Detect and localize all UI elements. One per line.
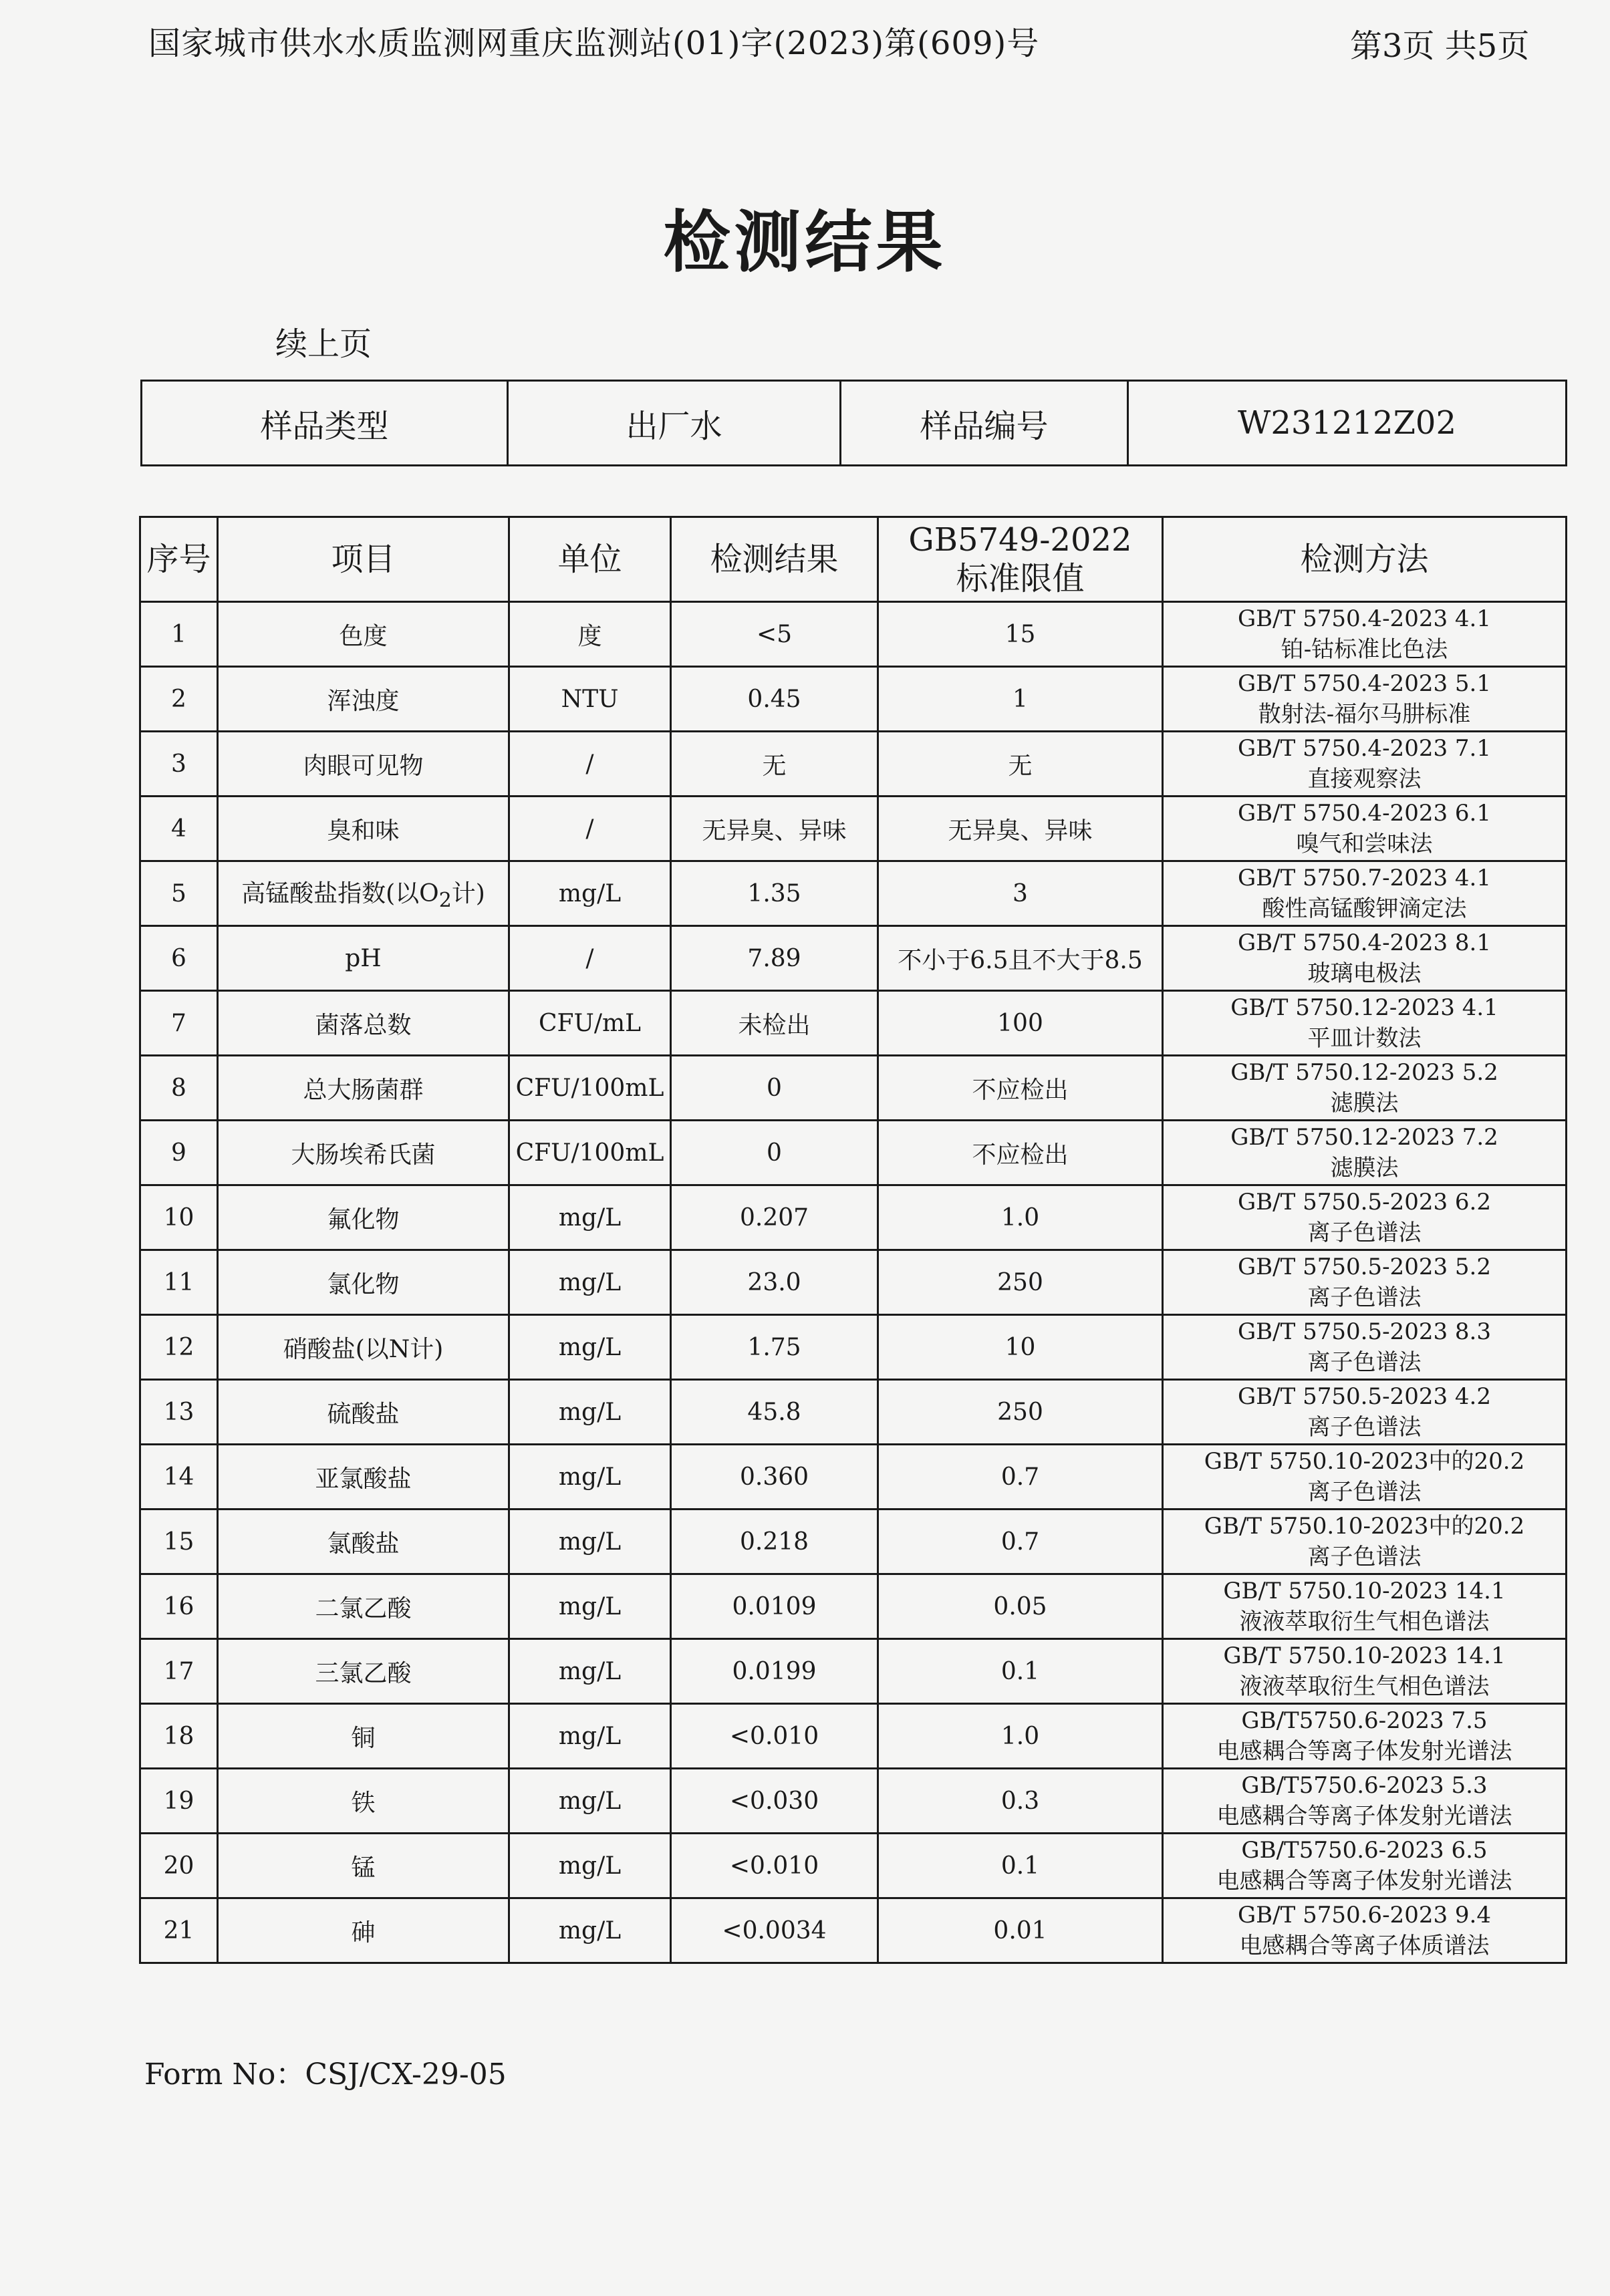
row-number: 7 — [140, 991, 218, 1056]
row-item: 硝酸盐(以N计) — [218, 1315, 509, 1380]
sample-type-label: 样品类型 — [142, 381, 508, 466]
row-method-standard: GB/T 5750.10-2023 14.1 — [1223, 1642, 1506, 1669]
row-method-standard: GB/T 5750.7-2023 4.1 — [1238, 865, 1491, 891]
row-limit: 0.7 — [878, 1510, 1163, 1574]
row-method — [1163, 1639, 1567, 1704]
row-method-standard: GB/T 5750.4-2023 8.1 — [1238, 929, 1491, 956]
row-method — [1163, 1250, 1567, 1315]
row-result: <5 — [671, 602, 878, 667]
row-method-name: 散射法-福尔马肼标准 — [1258, 701, 1471, 728]
row-limit: 不应检出 — [878, 1056, 1163, 1121]
row-method-standard: GB/T 5750.5-2023 8.3 — [1238, 1318, 1491, 1345]
col-header-item: 项目 — [218, 517, 509, 602]
table-row — [140, 1185, 1567, 1250]
row-method-name: 离子色谱法 — [1307, 1349, 1422, 1376]
row-method-standard: GB/T 5750.12-2023 4.1 — [1230, 994, 1498, 1021]
col-header-limit-label: 标准限值 — [956, 560, 1085, 597]
row-number: 14 — [140, 1445, 218, 1510]
row-item: 氯酸盐 — [218, 1510, 509, 1574]
row-method — [1163, 1056, 1567, 1121]
row-method-name: 离子色谱法 — [1307, 1414, 1422, 1441]
row-result: 23.0 — [671, 1250, 878, 1315]
row-method — [1163, 1574, 1567, 1639]
col-header-unit: 单位 — [509, 517, 671, 602]
row-limit: 15 — [878, 602, 1163, 667]
row-method-standard: GB/T 5750.4-2023 4.1 — [1238, 605, 1491, 632]
row-number: 4 — [140, 797, 218, 861]
row-unit: / — [509, 926, 671, 991]
row-number: 21 — [140, 1898, 218, 1963]
row-item: 锰 — [218, 1834, 509, 1898]
row-limit: 10 — [878, 1315, 1163, 1380]
row-method-name: 铂-钴标准比色法 — [1281, 636, 1448, 663]
row-number: 17 — [140, 1639, 218, 1704]
row-method-standard: GB/T 5750.10-2023中的20.2 — [1204, 1513, 1525, 1540]
row-method — [1163, 667, 1567, 732]
row-method-name: 酸性高锰酸钾滴定法 — [1262, 895, 1467, 922]
row-result: <0.0034 — [671, 1898, 878, 1963]
row-result: 0.360 — [671, 1445, 878, 1510]
row-method-standard: GB/T 5750.10-2023中的20.2 — [1204, 1448, 1525, 1475]
table-row — [140, 926, 1567, 991]
table-row — [140, 1056, 1567, 1121]
row-method — [1163, 602, 1567, 667]
row-method-name: 滤膜法 — [1330, 1155, 1399, 1181]
row-unit: CFU/100mL — [509, 1056, 671, 1121]
row-result: 0 — [671, 1056, 878, 1121]
sample-id-label: 样品编号 — [841, 381, 1128, 466]
row-unit: mg/L — [509, 1574, 671, 1639]
row-method-name: 嗅气和尝味法 — [1296, 831, 1433, 857]
row-unit: mg/L — [509, 1639, 671, 1704]
row-limit: 250 — [878, 1380, 1163, 1445]
row-method-name: 直接观察法 — [1307, 766, 1422, 793]
row-unit: mg/L — [509, 1834, 671, 1898]
results-table — [139, 516, 1567, 1964]
row-unit: mg/L — [509, 1250, 671, 1315]
row-method-standard: GB/T 5750.5-2023 6.2 — [1238, 1189, 1491, 1215]
row-method-standard: GB/T5750.6-2023 7.5 — [1241, 1707, 1488, 1734]
row-number: 16 — [140, 1574, 218, 1639]
row-method-standard: GB/T 5750.12-2023 7.2 — [1230, 1124, 1498, 1151]
row-method-name: 滤膜法 — [1330, 1090, 1399, 1117]
sample-info-row — [142, 381, 1567, 466]
row-method — [1163, 861, 1567, 926]
row-unit: mg/L — [509, 1380, 671, 1445]
row-item: 肉眼可见物 — [218, 732, 509, 797]
row-item-suffix: 计) — [451, 879, 485, 907]
row-result: <0.010 — [671, 1834, 878, 1898]
row-unit: mg/L — [509, 1704, 671, 1769]
row-method-standard: GB/T5750.6-2023 6.5 — [1241, 1837, 1488, 1864]
row-unit: mg/L — [509, 1898, 671, 1963]
row-unit: mg/L — [509, 1185, 671, 1250]
row-limit: 250 — [878, 1250, 1163, 1315]
row-unit: 度 — [509, 602, 671, 667]
row-item-subscript: 2 — [438, 889, 452, 913]
sample-id-value: W231212Z02 — [1128, 381, 1567, 466]
row-limit: 无异臭、异味 — [878, 797, 1163, 861]
row-number: 20 — [140, 1834, 218, 1898]
row-unit: mg/L — [509, 1315, 671, 1380]
row-item: pH — [218, 926, 509, 991]
table-row — [140, 732, 1567, 797]
row-method-name: 液液萃取衍生气相色谱法 — [1239, 1608, 1490, 1635]
row-method-standard: GB/T 5750.6-2023 9.4 — [1238, 1902, 1491, 1928]
row-method-name: 电感耦合等离子体发射光谱法 — [1216, 1803, 1512, 1830]
row-method — [1163, 991, 1567, 1056]
table-row — [140, 861, 1567, 926]
row-result: 未检出 — [671, 991, 878, 1056]
page-title: 检测结果 — [663, 202, 947, 281]
row-method-standard: GB/T 5750.5-2023 5.2 — [1238, 1254, 1491, 1280]
row-limit: 3 — [878, 861, 1163, 926]
row-number: 2 — [140, 667, 218, 732]
page-indicator: 第3页 共5页 — [1350, 27, 1530, 65]
row-method-name: 离子色谱法 — [1307, 1544, 1422, 1570]
row-limit: 1.0 — [878, 1704, 1163, 1769]
row-item: 二氯乙酸 — [218, 1574, 509, 1639]
results-header-row — [140, 517, 1567, 602]
row-limit: 0.1 — [878, 1639, 1163, 1704]
row-unit: mg/L — [509, 861, 671, 926]
row-method-name: 液液萃取衍生气相色谱法 — [1239, 1673, 1490, 1700]
table-row — [140, 602, 1567, 667]
table-row — [140, 1834, 1567, 1898]
row-item: 三氯乙酸 — [218, 1639, 509, 1704]
row-result: 无异臭、异味 — [671, 797, 878, 861]
row-method-standard: GB/T 5750.4-2023 6.1 — [1238, 800, 1491, 827]
row-method — [1163, 1445, 1567, 1510]
row-item: 色度 — [218, 602, 509, 667]
row-number: 5 — [140, 861, 218, 926]
row-number: 10 — [140, 1185, 218, 1250]
row-unit: NTU — [509, 667, 671, 732]
row-method-name: 电感耦合等离子体发射光谱法 — [1216, 1868, 1512, 1894]
row-unit: / — [509, 797, 671, 861]
col-header-method: 检测方法 — [1163, 517, 1567, 602]
row-method-standard: GB/T 5750.5-2023 4.2 — [1238, 1383, 1491, 1410]
row-method-name: 离子色谱法 — [1307, 1479, 1422, 1505]
row-method — [1163, 1185, 1567, 1250]
row-number: 11 — [140, 1250, 218, 1315]
table-row — [140, 1121, 1567, 1185]
row-limit: 0.01 — [878, 1898, 1163, 1963]
row-method — [1163, 1315, 1567, 1380]
row-method — [1163, 1834, 1567, 1898]
row-item: 铜 — [218, 1704, 509, 1769]
table-row — [140, 1510, 1567, 1574]
row-result: <0.030 — [671, 1769, 878, 1834]
table-row — [140, 797, 1567, 861]
row-number: 12 — [140, 1315, 218, 1380]
row-unit: mg/L — [509, 1769, 671, 1834]
row-limit: 0.05 — [878, 1574, 1163, 1639]
row-unit: CFU/100mL — [509, 1121, 671, 1185]
row-item: 臭和味 — [218, 797, 509, 861]
row-limit: 0.3 — [878, 1769, 1163, 1834]
table-row — [140, 1898, 1567, 1963]
row-item: 氟化物 — [218, 1185, 509, 1250]
row-number: 15 — [140, 1510, 218, 1574]
row-method — [1163, 926, 1567, 991]
row-number: 8 — [140, 1056, 218, 1121]
row-method-name: 平皿计数法 — [1307, 1025, 1422, 1052]
row-number: 9 — [140, 1121, 218, 1185]
table-row — [140, 1639, 1567, 1704]
table-row — [140, 1574, 1567, 1639]
row-number: 3 — [140, 732, 218, 797]
row-result: 无 — [671, 732, 878, 797]
table-row — [140, 991, 1567, 1056]
row-limit: 1 — [878, 667, 1163, 732]
row-result: 0.0109 — [671, 1574, 878, 1639]
row-number: 18 — [140, 1704, 218, 1769]
row-result: 0.45 — [671, 667, 878, 732]
row-unit: mg/L — [509, 1510, 671, 1574]
row-result: 45.8 — [671, 1380, 878, 1445]
row-method — [1163, 1769, 1567, 1834]
row-method-name: 电感耦合等离子体发射光谱法 — [1216, 1738, 1512, 1765]
continued-note: 续上页 — [275, 325, 372, 363]
form-number: Form No：CSJ/CX-29-05 — [144, 2057, 507, 2092]
table-row — [140, 1250, 1567, 1315]
row-number: 13 — [140, 1380, 218, 1445]
row-method-name: 电感耦合等离子体质谱法 — [1239, 1932, 1490, 1959]
row-result: 0.207 — [671, 1185, 878, 1250]
row-method — [1163, 1380, 1567, 1445]
row-item — [218, 861, 509, 926]
row-limit: 不小于6.5且不大于8.5 — [878, 926, 1163, 991]
row-limit: 无 — [878, 732, 1163, 797]
row-unit: mg/L — [509, 1445, 671, 1510]
col-header-no: 序号 — [140, 517, 218, 602]
col-header-limit — [878, 517, 1163, 602]
col-header-result: 检测结果 — [671, 517, 878, 602]
row-item: 铁 — [218, 1769, 509, 1834]
table-row — [140, 1704, 1567, 1769]
row-item: 砷 — [218, 1898, 509, 1963]
row-number: 6 — [140, 926, 218, 991]
row-unit: CFU/mL — [509, 991, 671, 1056]
sample-type-value: 出厂水 — [508, 381, 841, 466]
row-result: 7.89 — [671, 926, 878, 991]
row-method-name: 离子色谱法 — [1307, 1219, 1422, 1246]
row-limit: 0.7 — [878, 1445, 1163, 1510]
table-row — [140, 1315, 1567, 1380]
row-item: 氯化物 — [218, 1250, 509, 1315]
table-row — [140, 1445, 1567, 1510]
sample-info-table — [140, 380, 1567, 466]
col-header-limit-standard: GB5749-2022 — [908, 521, 1132, 559]
row-method — [1163, 797, 1567, 861]
row-number: 19 — [140, 1769, 218, 1834]
row-limit: 1.0 — [878, 1185, 1163, 1250]
row-number: 1 — [140, 602, 218, 667]
report-number: 国家城市供水水质监测网重庆监测站(01)字(2023)第(609)号 — [148, 25, 1040, 62]
row-unit: / — [509, 732, 671, 797]
row-method — [1163, 1898, 1567, 1963]
row-item: 硫酸盐 — [218, 1380, 509, 1445]
row-limit: 不应检出 — [878, 1121, 1163, 1185]
row-item: 总大肠菌群 — [218, 1056, 509, 1121]
row-method — [1163, 1704, 1567, 1769]
row-method-standard: GB/T5750.6-2023 5.3 — [1241, 1772, 1488, 1799]
row-item: 浑浊度 — [218, 667, 509, 732]
row-item: 菌落总数 — [218, 991, 509, 1056]
row-method-standard: GB/T 5750.4-2023 7.1 — [1238, 735, 1491, 762]
table-row — [140, 1380, 1567, 1445]
row-limit: 0.1 — [878, 1834, 1163, 1898]
row-item-text: 高锰酸盐指数(以O — [241, 879, 439, 907]
table-row — [140, 667, 1567, 732]
row-method — [1163, 1510, 1567, 1574]
row-limit: 100 — [878, 991, 1163, 1056]
row-item: 亚氯酸盐 — [218, 1445, 509, 1510]
row-result: 0.218 — [671, 1510, 878, 1574]
row-result: 0 — [671, 1121, 878, 1185]
row-result: <0.010 — [671, 1704, 878, 1769]
row-method-name: 玻璃电极法 — [1307, 960, 1422, 987]
row-method — [1163, 1121, 1567, 1185]
row-result: 0.0199 — [671, 1639, 878, 1704]
row-result: 1.75 — [671, 1315, 878, 1380]
row-method-name: 离子色谱法 — [1307, 1284, 1422, 1311]
row-item: 大肠埃希氏菌 — [218, 1121, 509, 1185]
row-method-standard: GB/T 5750.10-2023 14.1 — [1223, 1578, 1506, 1604]
row-method-standard: GB/T 5750.4-2023 5.1 — [1238, 670, 1491, 697]
row-method-standard: GB/T 5750.12-2023 5.2 — [1230, 1059, 1498, 1086]
table-row — [140, 1769, 1567, 1834]
row-result: 1.35 — [671, 861, 878, 926]
row-method — [1163, 732, 1567, 797]
